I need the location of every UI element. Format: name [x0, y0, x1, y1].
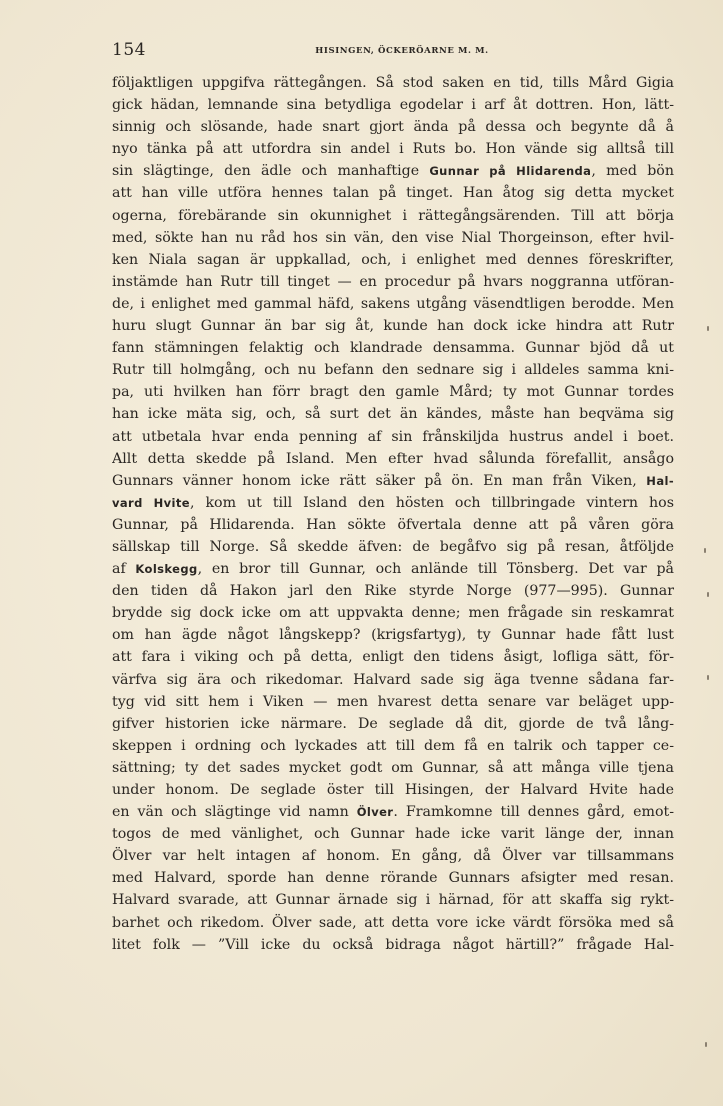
text-line	[112, 249, 674, 271]
margin-speck	[704, 548, 706, 553]
text-run: gick hädan, lemnande sina betydliga egodelar i arf åt dottren. Hon, lätt-	[112, 97, 674, 114]
text-line	[112, 801, 674, 823]
text-line	[112, 889, 674, 911]
text-line	[112, 470, 674, 492]
page-header	[112, 40, 672, 64]
text-run: litet folk — ”Vill icke du också bidraga något härtill?” frågade Hal-	[112, 936, 674, 953]
text-line	[112, 845, 674, 867]
text-line	[112, 602, 674, 624]
emphasized-name: Ölver	[356, 805, 394, 820]
text-run: värfva sig ära och rikedomar. Halvard sade sig äga tvenne sådana far-	[112, 671, 674, 688]
text-line	[112, 934, 674, 956]
text-run: under honom. De seglade öster till Hisingen, der Halvard Hvite hade	[112, 782, 674, 798]
text-run: brydde sig dock icke om att uppvakta denne; men frågade sin reskamrat	[112, 605, 674, 622]
text-run: , med bön	[591, 163, 674, 180]
text-line	[112, 492, 674, 514]
emphasized-name: Kolskegg	[135, 562, 198, 577]
text-run: instämde han Rutr till tinget — en procedur på hvars noggranna utföran-	[112, 273, 674, 290]
text-run: en vän och slägtinge vid namn	[112, 804, 357, 821]
text-run: ken Niala sagan är uppkallad, och, i enlighet med dennes föreskrifter,	[112, 251, 674, 268]
text-line	[112, 160, 674, 182]
text-run: nyo tänka på att utfordra sin andel i Ruts bo. Hon vände sig alltså till	[112, 141, 674, 158]
text-line	[112, 94, 674, 116]
text-line	[112, 381, 674, 403]
text-line	[112, 779, 674, 801]
margin-speck	[707, 326, 709, 331]
text-run: tyg vid sitt hem i Viken — men hvarest detta senare var beläget upp-	[112, 693, 674, 710]
text-run: af	[112, 561, 136, 578]
text-run: Allt detta skedde på Island. Men efter hvad sålunda förefallit, ansågo	[112, 450, 674, 467]
text-run: sinnig och slösande, hade snart gjort ända på dessa och begynte då å	[112, 119, 674, 136]
emphasized-name: Hal-	[646, 473, 674, 488]
text-line	[112, 912, 674, 934]
text-run: Rutr till holmgång, och nu befann den sednare sig i alldeles samma kni-	[112, 362, 674, 379]
text-line	[112, 359, 674, 381]
text-run: sättning; ty det sades mycket godt om Gunnar, så att många ville tjena	[112, 759, 674, 776]
emphasized-name: vard Hvite	[112, 495, 190, 510]
text-line	[112, 558, 674, 580]
text-run: fann stämningen felaktig och klandrade densamma. Gunnar bjöd då ut	[112, 340, 674, 357]
text-run: togos de med vänlighet, och Gunnar hade icke varit länge der, innan	[112, 826, 674, 843]
margin-speck	[707, 592, 709, 597]
text-line	[112, 735, 674, 757]
text-run: skeppen i ordning och lyckades att till dem få en talrik och tapper ce-	[112, 737, 674, 754]
text-run: ogerna, förebärande sin okunnighet i rättegångsärenden. Till att börja	[112, 207, 674, 224]
text-run: den tiden då Hakon jarl den Rike styrde Norge (977—995). Gunnar	[112, 583, 674, 600]
text-run: att fara i viking och på detta, enligt den tidens åsigt, lofliga sätt, för-	[112, 649, 674, 666]
text-line	[112, 691, 674, 713]
text-run: om han ägde något långskepp? (krigsfartyg), ty Gunnar hade fått lust	[112, 627, 674, 644]
text-line	[112, 138, 674, 160]
text-line	[112, 271, 674, 293]
text-run: Gunnars vänner honom icke rätt säker på ön. En man från Viken,	[112, 472, 647, 489]
text-run: barhet och rikedom. Ölver sade, att detta vore icke värdt försöka med så	[112, 914, 674, 931]
text-run: . Framkomne till dennes gård, emot-	[393, 804, 674, 821]
text-run: att han ville utföra hennes talan på tinget. Han åtog sig detta mycket	[112, 185, 674, 202]
text-line	[112, 580, 674, 602]
text-line	[112, 182, 674, 204]
text-line	[112, 514, 674, 536]
text-run: sin slägtinge, den ädle och manhaftige	[112, 163, 430, 180]
text-line	[112, 227, 674, 249]
page-number: 154	[112, 40, 146, 60]
text-line	[112, 426, 674, 448]
text-run: Gunnar, på Hlidarenda. Han sökte öfvertala denne att på våren göra	[112, 516, 674, 533]
text-run: sällskap till Norge. Så skedde äfven: de begåfvo sig på resan, åtföljde	[112, 538, 674, 555]
text-line	[112, 867, 674, 889]
text-line	[112, 403, 674, 425]
text-line	[112, 293, 674, 315]
text-run: han icke mäta sig, och, så surt det än kändes, måste han beqväma sig	[112, 406, 674, 423]
text-run: , kom ut till Island den hösten och tillbringade vintern hos	[189, 494, 674, 511]
text-line	[112, 669, 674, 691]
body-text	[112, 72, 674, 956]
text-run: huru slugt Gunnar än bar sig åt, kunde han dock icke hindra att Rutr	[112, 318, 674, 335]
text-line	[112, 315, 674, 337]
text-run: Ölver var helt intagen af honom. En gång, då Ölver var tillsammans	[112, 848, 674, 865]
text-run: de, i enlighet med gammal häfd, sakens utgång väsendtligen berodde. Men	[112, 295, 674, 312]
running-head: HISINGEN, ÖCKERÖARNE M. M.	[315, 46, 489, 56]
text-line	[112, 823, 674, 845]
text-run: pa, uti hvilken han förr bragt den gamle Mård; ty mot Gunnar tordes	[112, 384, 674, 401]
text-line	[112, 337, 674, 359]
text-line	[112, 713, 674, 735]
text-run: att utbetala hvar enda penning af sin frånskiljda hustrus andel i boet.	[112, 428, 674, 445]
margin-speck	[705, 1042, 707, 1047]
text-run: gifver historien icke närmare. De seglade då dit, gjorde de två lång-	[112, 715, 674, 732]
text-run: , en bror till Gunnar, och anlände till Tönsberg. Det var på	[197, 561, 674, 578]
text-line	[112, 757, 674, 779]
text-line	[112, 205, 674, 227]
text-run: Halvard svarade, att Gunnar ärnade sig i härnad, för att skaffa sig rykt-	[112, 892, 674, 909]
text-line	[112, 536, 674, 558]
margin-speck	[707, 675, 709, 680]
text-run: med, sökte han nu råd hos sin vän, den vise Nial Thorgeinson, efter hvil-	[112, 229, 674, 246]
text-line	[112, 646, 674, 668]
text-line	[112, 624, 674, 646]
text-line	[112, 116, 674, 138]
text-line	[112, 448, 674, 470]
text-run: med Halvard, sporde han denne rörande Gunnars afsigter med resan.	[112, 870, 674, 887]
emphasized-name: Gunnar på Hlidarenda	[429, 164, 592, 179]
text-line	[112, 72, 674, 94]
text-run: följaktligen uppgifva rättegången. Så stod saken en tid, tills Mård Gigia	[112, 75, 674, 91]
